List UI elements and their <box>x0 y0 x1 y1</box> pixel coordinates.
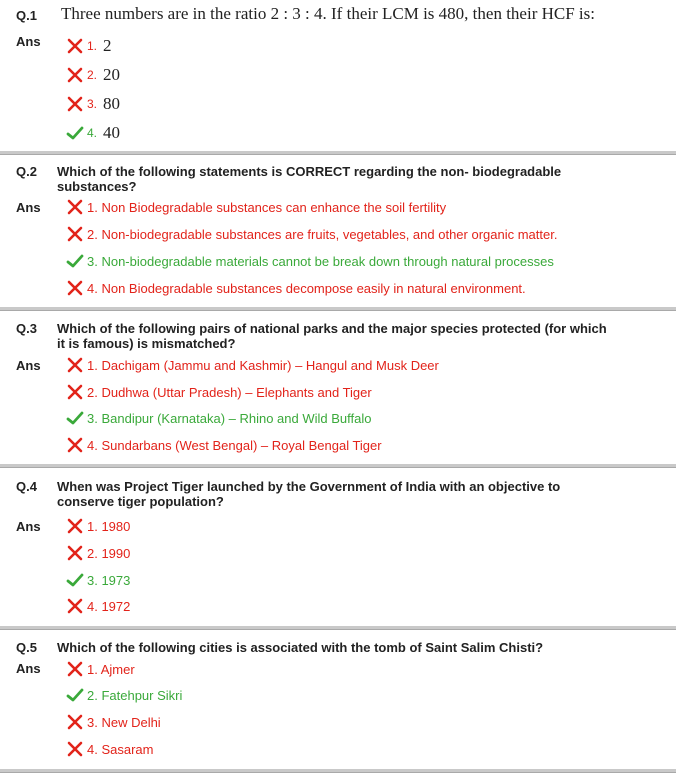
cross-icon <box>66 67 84 83</box>
option-text: 1. Ajmer <box>87 661 135 677</box>
option-text: 3. Non-biodegradable materials cannot be break down through natural processes <box>87 253 554 269</box>
question-text: Which of the following cities is associated with the tomb of Saint Salim Chisti? <box>57 640 544 655</box>
cross-icon <box>66 199 84 215</box>
separator <box>0 626 676 630</box>
option-text: 40 <box>103 123 121 142</box>
check-icon <box>66 410 84 426</box>
question-number: Q.2 <box>16 164 37 179</box>
option-text: 4. Sundarbans (West Bengal) – Royal Bengal Tiger <box>87 437 382 453</box>
separator <box>0 151 676 155</box>
cross-icon <box>66 545 84 561</box>
cross-icon <box>66 714 84 730</box>
option-index: 4. <box>87 126 98 140</box>
option-3[interactable] <box>66 714 161 730</box>
cross-icon <box>66 38 84 54</box>
answer-label: Ans <box>16 200 41 215</box>
check-icon <box>66 253 84 269</box>
option-text: 4. 1972 <box>87 598 131 614</box>
option-text: 2. 1990 <box>87 545 131 561</box>
option-4[interactable] <box>66 741 153 757</box>
question-number: Q.3 <box>16 321 37 336</box>
option-3[interactable] <box>66 253 554 269</box>
option-4[interactable] <box>66 280 526 296</box>
option-index: 2. <box>87 68 98 82</box>
question-text: Which of the following pairs of national parks and the major species protected (for which it is famous) is mismatched? <box>57 321 607 351</box>
question-text: Which of the following statements is CORRECT regarding the non- biodegradable substances? <box>57 164 562 194</box>
option-text: 1. Non Biodegradable substances can enhance the soil fertility <box>87 199 447 215</box>
option-2[interactable] <box>66 687 182 703</box>
check-icon <box>66 572 84 588</box>
question-number: Q.5 <box>16 640 37 655</box>
option-3[interactable] <box>66 94 120 114</box>
cross-icon <box>66 437 84 453</box>
option-text: 2. Non-biodegradable substances are fruits, vegetables, and other organic matter. <box>87 226 558 242</box>
option-text: 80 <box>103 94 121 113</box>
answer-label: Ans <box>16 661 41 676</box>
cross-icon <box>66 518 84 534</box>
question-text: Three numbers are in the ratio 2 : 3 : 4. If their LCM is 480, then their HCF is: <box>61 4 595 23</box>
cross-icon <box>66 741 84 757</box>
cross-icon <box>66 384 84 400</box>
separator <box>0 464 676 468</box>
cross-icon <box>66 96 84 112</box>
option-text: 1. 1980 <box>87 518 131 534</box>
option-text: 3. 1973 <box>87 572 131 588</box>
question-number: Q.1 <box>16 8 37 23</box>
option-2[interactable] <box>66 384 372 400</box>
option-text: 4. Sasaram <box>87 741 154 757</box>
cross-icon <box>66 226 84 242</box>
answer-label: Ans <box>16 519 41 534</box>
separator <box>0 307 676 311</box>
option-text: 3. New Delhi <box>87 714 161 730</box>
option-4[interactable] <box>66 123 120 143</box>
option-text: 1. Dachigam (Jammu and Kashmir) – Hangul and Musk Deer <box>87 357 439 373</box>
check-icon <box>66 687 84 703</box>
option-1[interactable] <box>66 357 439 373</box>
question-text: When was Project Tiger launched by the Government of India with an objective to conserve tiger population? <box>57 479 561 509</box>
option-text: 3. Bandipur (Karnataka) – Rhino and Wild Buffalo <box>87 410 372 426</box>
option-1[interactable] <box>66 199 446 215</box>
option-4[interactable] <box>66 598 130 614</box>
option-text: 20 <box>103 65 121 84</box>
cross-icon <box>66 280 84 296</box>
option-3[interactable] <box>66 410 371 426</box>
option-text: 2. Dudhwa (Uttar Pradesh) – Elephants and Tiger <box>87 384 372 400</box>
cross-icon <box>66 357 84 373</box>
option-4[interactable] <box>66 437 382 453</box>
option-1[interactable] <box>66 518 130 534</box>
option-3[interactable] <box>66 572 130 588</box>
option-text: 4. Non Biodegradable substances decompose easily in natural environment. <box>87 280 526 296</box>
answer-label: Ans <box>16 34 41 49</box>
cross-icon <box>66 661 84 677</box>
cross-icon <box>66 598 84 614</box>
option-1[interactable] <box>66 661 135 677</box>
check-icon <box>66 125 84 141</box>
answer-label: Ans <box>16 358 41 373</box>
option-2[interactable] <box>66 545 130 561</box>
option-text: 2 <box>103 36 112 55</box>
option-text: 2. Fatehpur Sikri <box>87 687 183 703</box>
option-index: 3. <box>87 97 98 111</box>
option-2[interactable] <box>66 226 557 242</box>
option-index: 1. <box>87 39 98 53</box>
option-1[interactable] <box>66 36 112 56</box>
option-2[interactable] <box>66 65 120 85</box>
question-number: Q.4 <box>16 479 37 494</box>
separator <box>0 769 676 773</box>
